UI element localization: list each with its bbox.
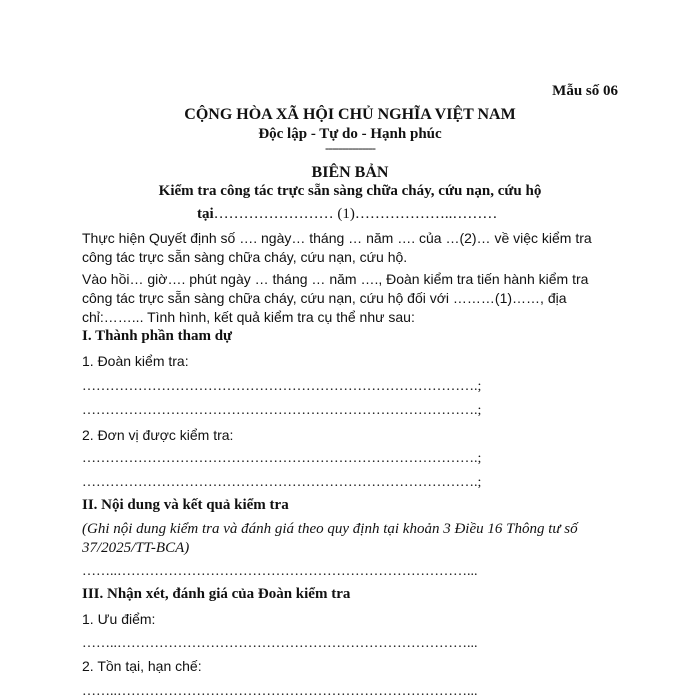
section-2-heading: II. Nội dung và kết quả kiểm tra (82, 497, 289, 513)
inspection-team-line-2: ………………………………………………………………………….; (82, 403, 482, 418)
inspected-unit-line-2: ………………………………………………………………………….; (82, 475, 482, 490)
national-motto: Độc lập - Tự do - Hạnh phúc (258, 126, 442, 142)
section-3-heading: III. Nhận xét, đánh giá của Đoàn kiểm tra (82, 586, 351, 602)
paragraph-decision: Thực hiện Quyết định số …. ngày… tháng … năm …. của …(2)… về việc kiểm tra công tác trực sẵn sàng chữa cháy, cứu nạn, cứu hộ. (82, 230, 592, 265)
inspection-team-line-1: ………………………………………………………………………….; (82, 379, 482, 394)
paragraph-time: Vào hồi… giờ…. phút ngày … tháng … năm …., Đoàn kiểm tra tiến hành kiểm tra công tác trực sẵn sàng chữa cháy, cứu nạn, cứu hộ đối với ………(1)……, địa chỉ:……... Tình hình, kết quả kiểm tra cụ thể như sau: (82, 271, 589, 325)
section-1-heading: I. Thành phần tham dự (82, 328, 233, 344)
inspection-team-label: 1. Đoàn kiểm tra: (82, 353, 189, 369)
limitations-label: 2. Tồn tại, hạn chế: (82, 658, 202, 674)
inspected-unit-label: 2. Đơn vị được kiểm tra: (82, 427, 234, 443)
national-title: CỘNG HÒA XÃ HỘI CHỦ NGHĨA VIỆT NAM (184, 106, 516, 123)
place-label: tại (197, 206, 214, 222)
form-number: Mẫu số 06 (552, 83, 618, 99)
place-blank: …………………… (1)………………..……… (213, 206, 498, 222)
inspection-place-line (197, 206, 497, 223)
section-2-line: ……..…………………………………………………………………... (82, 564, 478, 579)
strengths-label: 1. Ưu điểm: (82, 611, 156, 627)
header-rule: --------------- (325, 140, 375, 155)
strengths-line: ……..…………………………………………………………………... (82, 636, 478, 651)
inspected-unit-line-1: ………………………………………………………………………….; (82, 451, 482, 466)
limitations-line: ……..…………………………………………………………………... (82, 684, 478, 699)
document-subtitle: Kiểm tra công tác trực sẵn sàng chữa cháy, cứu nạn, cứu hộ (158, 183, 542, 199)
section-2-note: (Ghi nội dung kiểm tra và đánh giá theo quy định tại khoản 3 Điều 16 Thông tư số 37/2025/TT-BCA) (82, 521, 578, 556)
document-title: BIÊN BẢN (311, 164, 389, 181)
